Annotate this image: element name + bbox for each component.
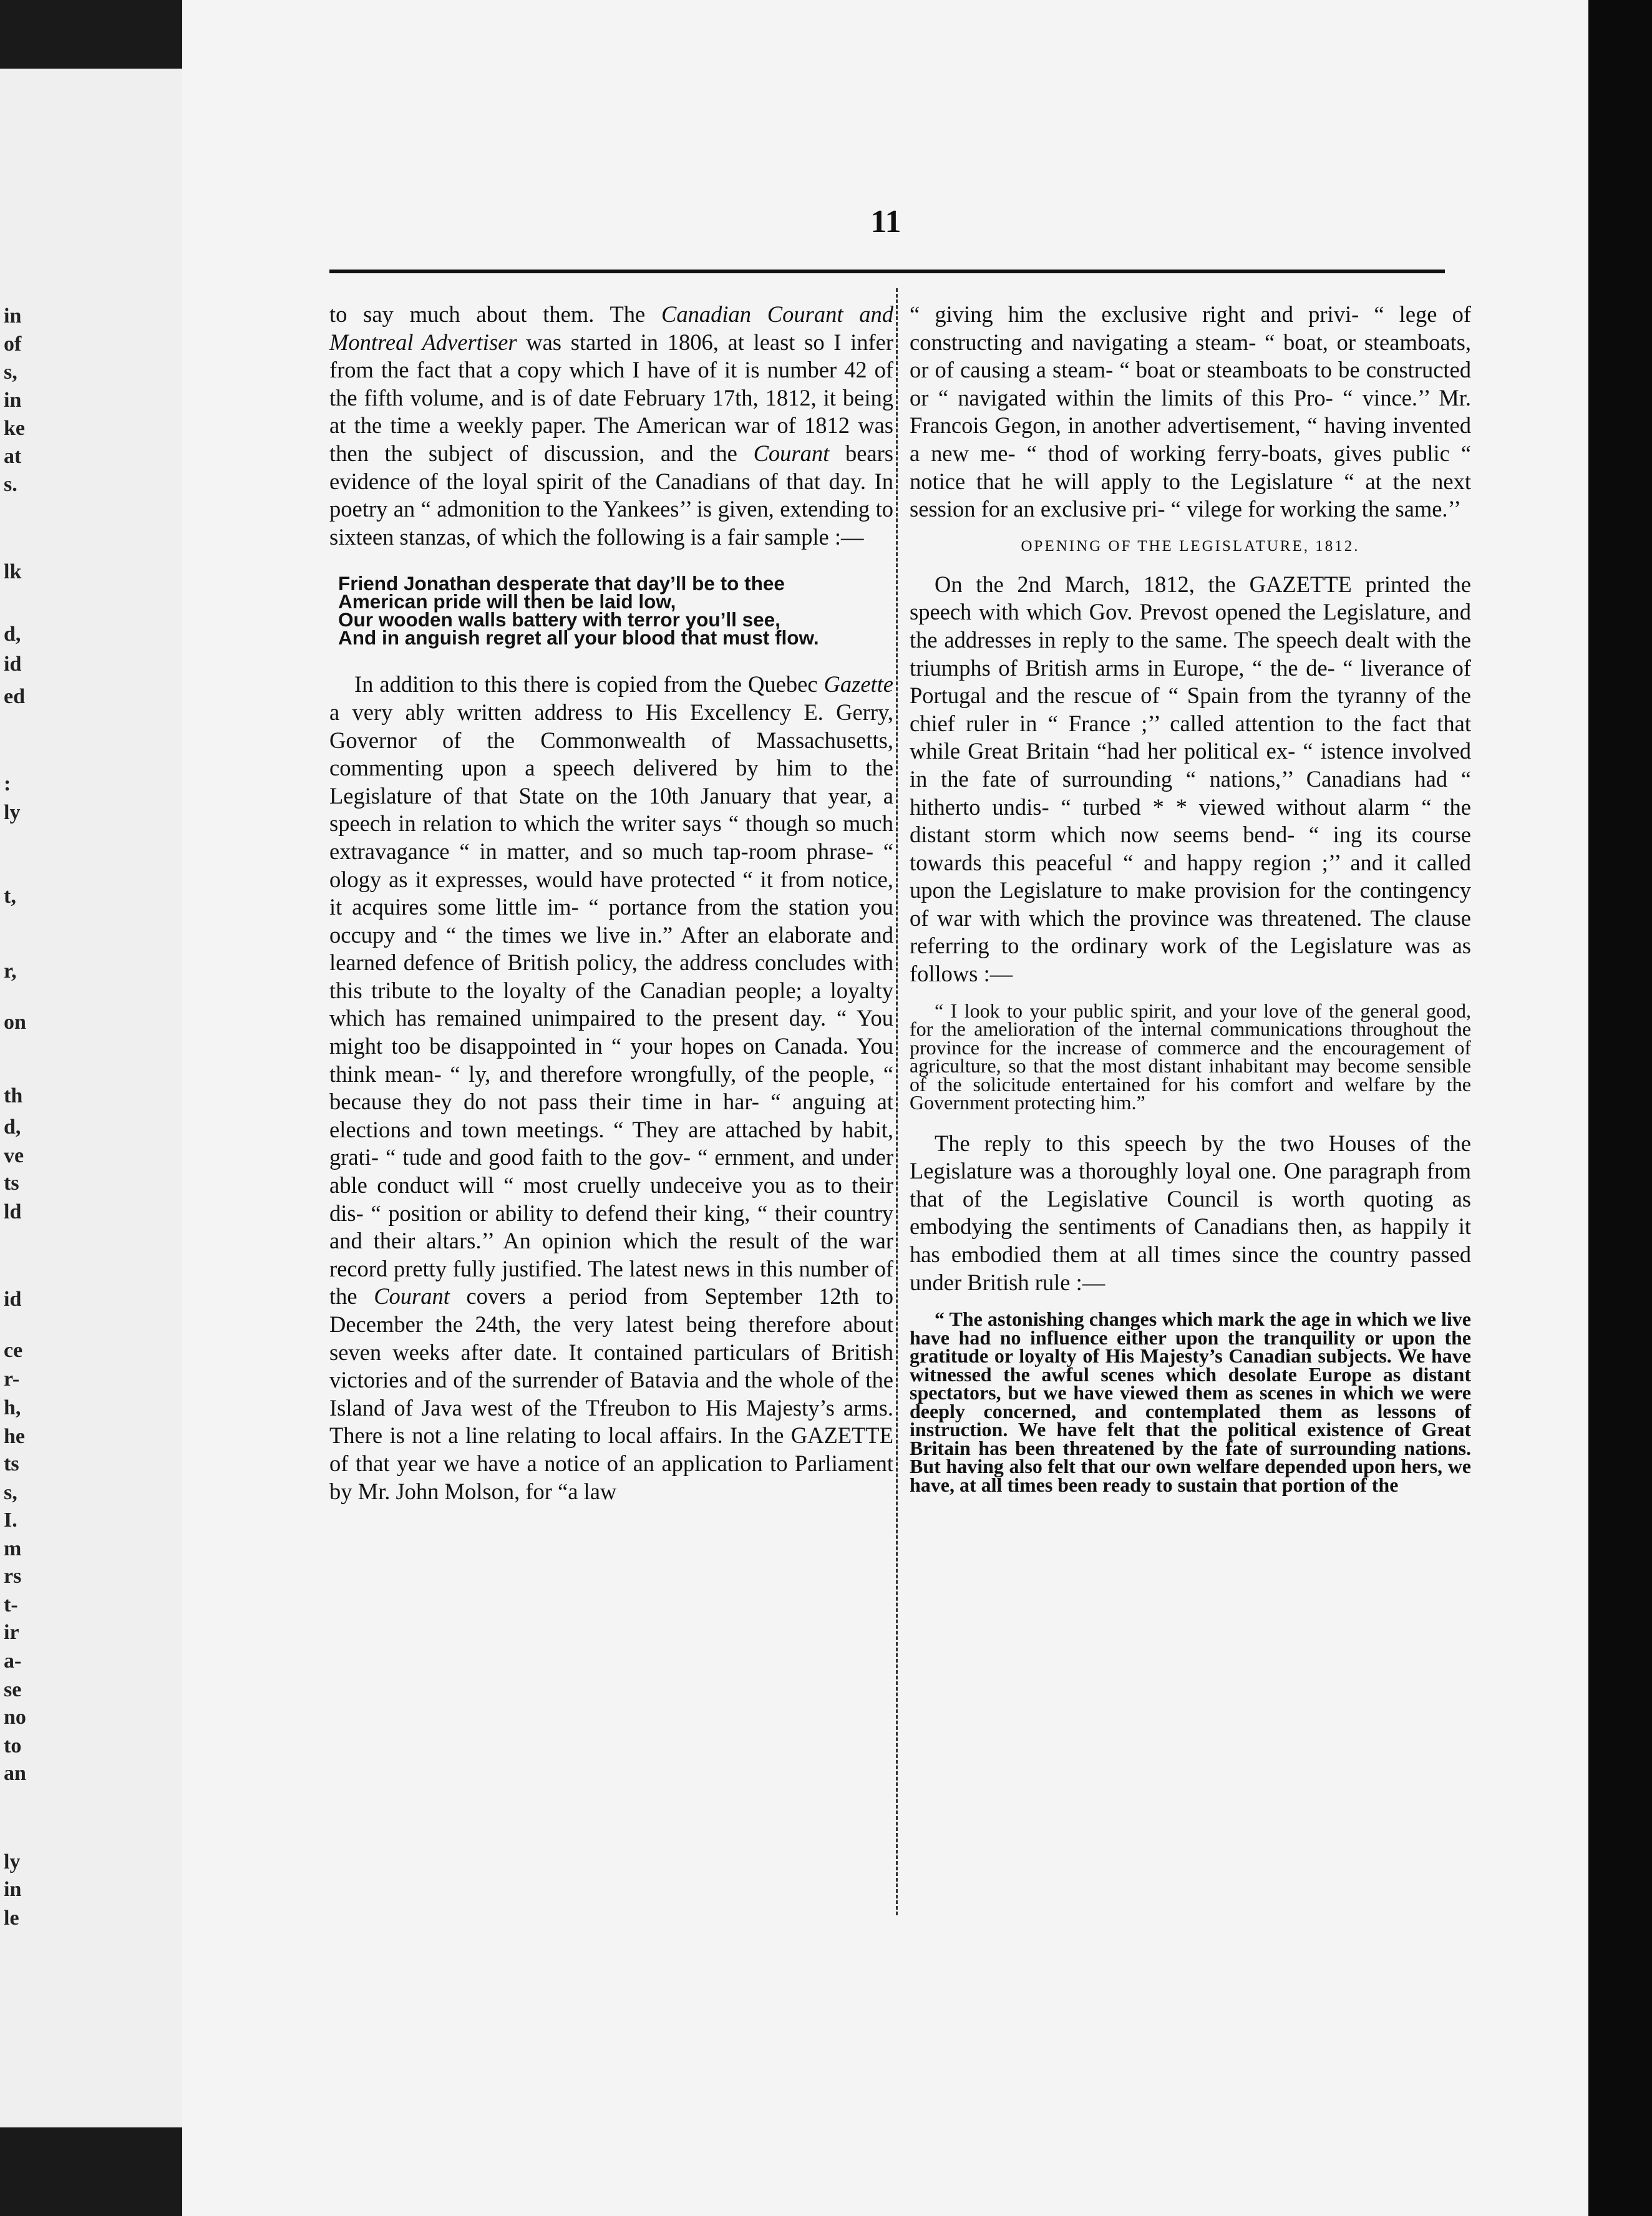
left-page-fragment: ly: [4, 801, 21, 824]
header-rule: [329, 270, 1445, 273]
poem-line: And in anguish regret all your blood that must flow.: [338, 626, 819, 649]
left-page-fragment: r,: [4, 960, 17, 983]
left-page-fragment: th: [4, 1084, 23, 1107]
left-page-fragment: no: [4, 1706, 26, 1729]
right-column: [910, 301, 1471, 1512]
left-page-fragment: an: [4, 1762, 26, 1785]
left-page-fragment: se: [4, 1678, 22, 1701]
left-page-fragment: le: [4, 1907, 19, 1930]
section-heading: OPENING OF THE LEGISLATURE, 1812.: [1021, 537, 1360, 555]
left-page-fragment: ke: [4, 417, 25, 440]
paragraph: to say much about them. The Canadian Courant and Montreal Advertiser was started in 1806, at least so I infer from the fact that a copy which I have of it is number 42 of the fifth volume, and is of date February 17th, 1812, it being at the time a weekly paper. The American war of 1812 was then the subject of discussion, and the Courant bears evidence of the loyal spirit of the Canadians of that day. In poetry an “ admonition to the Yankees’’ is given, extending to sixteen stanzas, of which the following is a fair sample :—: [329, 301, 894, 550]
poem-stanza: [338, 572, 893, 649]
left-page-fragment: s.: [4, 473, 17, 496]
left-page-fragment: s,: [4, 361, 17, 384]
left-page-fragment: id: [4, 1288, 22, 1311]
left-page-fragment: ve: [4, 1144, 24, 1167]
adjacent-page-strip: [0, 69, 186, 2127]
left-page-fragment: in: [4, 1878, 22, 1901]
italic-title: Gazette: [824, 671, 893, 697]
left-page-fragment: ly: [4, 1850, 21, 1873]
left-page-fragment: ts: [4, 1452, 19, 1475]
left-page-fragment: in: [4, 389, 22, 412]
poem-line: Our wooden walls battery with terror you’ll see,: [338, 608, 780, 631]
page-number: 11: [870, 204, 901, 240]
left-page-fragment: in: [4, 304, 22, 328]
left-page-fragment: m: [4, 1537, 22, 1560]
italic-title: Courant: [374, 1283, 450, 1310]
paragraph: The reply to this speech by the two Houses of the Legislature was a thoroughly loyal one. One paragraph from that of the Legislative Council is worth quoting as embodying the sentiments of Canadians then, as happily it has embodied them at all times since the country passed under British rule :—: [910, 1130, 1471, 1295]
italic-title: Canadian Courant and Montreal Advertiser: [329, 301, 893, 355]
left-page-fragment: d,: [4, 1115, 21, 1139]
left-page-fragment: of: [4, 333, 22, 356]
block-quote: “ I look to your public spirit, and your love of the general good, for the amelioration of the internal communications throughout the province for the increase of commerce and the encouragement of agriculture, so that the most distant inhabitant may become sensible of the solicitude entertained for his comfort and welfare by the Government protecting him.”: [910, 999, 1471, 1114]
left-page-fragment: ed: [4, 685, 25, 708]
left-page-fragment: d,: [4, 623, 21, 646]
paragraph: In addition to this there is copied from the Quebec Gazette a very ably written address to His Excellency E. Gerry, Governor of the Commonwealth of Massachusetts, commenting upon a speech delivered by him to the Legislature of that State on the 10th January that year, a speech in relation to which the writer says “ though so much extravagance “ in matter, and so much tap-room phrase- “ ology as it expresses, would have protected “ it from notice, it acquires some little im- “ portance from the station you occupy and “ the times we live in.” After an elaborate and learned defence of British policy, the address concludes with this tribute to the loyalty of the Canadian people; a loyalty which has remained unimpaired to the present day. “ You might too be disappointed in “ your hopes on Canada. You think mean- “ ly, and therefore wrongfully, of the people, “ because they do not pass their time in har- “ anguing at elections and town meetings. “ They are attached by habit, grati- “ tude and good faith to the gov- “ ernment, and under able conduct will “ most cruelly undeceive you as to their dis- “ position or ability to defend their king, “ their country and their altars.’’ An opinion which the result of the war record pretty fully justified. The latest news in this number of the Courant covers a period from September 12th to December the 24th, the very latest being therefore about seven weeks after date. It contained particulars of British victories and of the surrender of Batavia and the whole of the Island of Java west of the Tfreubon to His Majesty’s arms. There is not a line relating to local affairs. In the GAZETTE of that year we have a notice of an application to Parliament by Mr. John Molson, for “a law: [329, 671, 894, 1504]
left-column: [329, 301, 893, 1505]
left-page-fragment: t-: [4, 1593, 18, 1616]
page-edge-shadow: [1588, 0, 1652, 2216]
left-page-fragment: ld: [4, 1200, 22, 1223]
left-page-fragment: id: [4, 653, 22, 676]
left-page-fragment: s,: [4, 1481, 17, 1504]
paragraph: On the 2nd March, 1812, the GAZETTE printed the speech with which Gov. Prevost opened the Legislature, and the addresses in reply to the same. The speech dealt with the triumphs of British arms in Europe, “ the de- “ liverance of Portugal and the rescue of “ Spain from the tyranny of the chief ruler in “ France ;’’ called attention to the fact that while Great Britain “had her political ex- “ istence involved in the fate of surrounding “ nations,’’ Canadians had “ hitherto undis- “ turbed * * viewed without alarm “ the distant storm which now seems bend- “ ing its course towards this peaceful “ and happy region ;’’ and it called upon the Legislature to make provision for the contingency of war with which the province was threatened. The clause referring to the ordinary work of the Legislature was as follows :—: [910, 571, 1471, 987]
left-page-fragment: r-: [4, 1368, 20, 1391]
left-page-fragment: ce: [4, 1339, 23, 1362]
left-page-fragment: I.: [4, 1509, 17, 1532]
left-page-fragment: at: [4, 445, 22, 468]
left-page-fragment: he: [4, 1425, 25, 1448]
left-page-fragment: ts: [4, 1172, 19, 1195]
column-divider: [896, 288, 900, 1915]
left-page-fragment: h,: [4, 1396, 21, 1419]
left-page-fragment: to: [4, 1734, 22, 1757]
left-page-fragment: t,: [4, 885, 16, 908]
left-page-fragment: a-: [4, 1650, 22, 1673]
paragraph: “ giving him the exclusive right and privi- “ lege of constructing and navigating a steam- “ boat, or steamboats, or of causing a steam- “ boat or steamboats to be constructed or “ navigated within the limits of this Pro- “ vince.’’ Mr. Francois Gegon, in another advertisement, “ having invented a new me- “ thod of working ferry-boats, gives public “ notice that he will apply to the Legislature “ at the next session for an exclusive pri- “ vilege for working the same.’’: [910, 301, 1471, 522]
poem-line: American pride will then be laid low,: [338, 590, 676, 613]
left-page-fragment: :: [4, 772, 11, 795]
left-page-fragment: rs: [4, 1565, 22, 1588]
italic-title: Courant: [753, 440, 830, 466]
poem-line: Friend Jonathan desperate that day’ll be to thee: [338, 572, 785, 595]
left-page-fragment: ir: [4, 1621, 19, 1644]
left-page-fragment: lk: [4, 560, 22, 583]
block-quote: “ The astonishing changes which mark the age in which we live have had no influence either upon the tranquility or upon the gratitude or loyalty of His Majesty’s Canadian subjects. We have witnessed the awful scenes which desolate Europe as distant spectators, but we have viewed them as scenes in which we were deeply concerned, and contemplated them as lessons of instruction. We have felt that the political existence of Great Britain has been threatened by the fate of surrounding nations. But having also felt that our own welfare depended upon hers, we have, at all times been ready to sustain that portion of the: [910, 1308, 1471, 1496]
left-page-fragment: on: [4, 1011, 26, 1034]
